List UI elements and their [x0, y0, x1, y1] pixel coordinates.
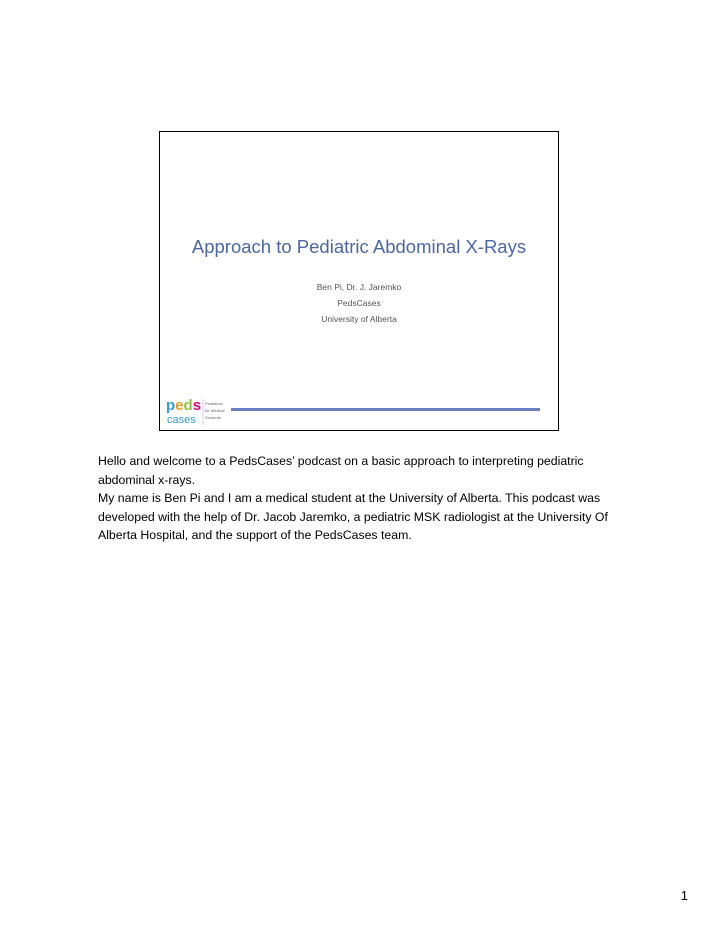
slide-title: Approach to Pediatric Abdominal X-Rays	[191, 236, 527, 257]
slide-organization: PedsCases	[337, 298, 381, 308]
svg-text:for Medical: for Medical	[205, 408, 225, 413]
pedscases-logo	[165, 396, 227, 426]
slide-thumbnail	[159, 131, 559, 431]
notes-paragraph: My name is Ben Pi and I am a medical student at the University of Alberta. This podcast was developed with the help of Dr. Jacob Jaremko, a pediatric MSK radiologist at the University Of Alberta Hospital, and the support of the PedsCases team.	[98, 491, 608, 543]
slide-authors: Ben Pi, Dr. J. Jaremko	[316, 282, 402, 292]
speaker-notes	[98, 452, 638, 545]
svg-text:Students: Students	[205, 415, 221, 420]
page-number: 1	[680, 888, 688, 903]
svg-text:peds: peds	[166, 397, 202, 414]
svg-text:cases: cases	[167, 414, 196, 426]
slide-institution: University of Alberta	[321, 314, 397, 324]
svg-text:Pediatrics: Pediatrics	[205, 401, 223, 406]
notes-paragraph: Hello and welcome to a PedsCases’ podcast on a basic approach to interpreting pediatric abdominal x-rays.	[98, 454, 584, 487]
slide-accent-line	[231, 408, 540, 411]
